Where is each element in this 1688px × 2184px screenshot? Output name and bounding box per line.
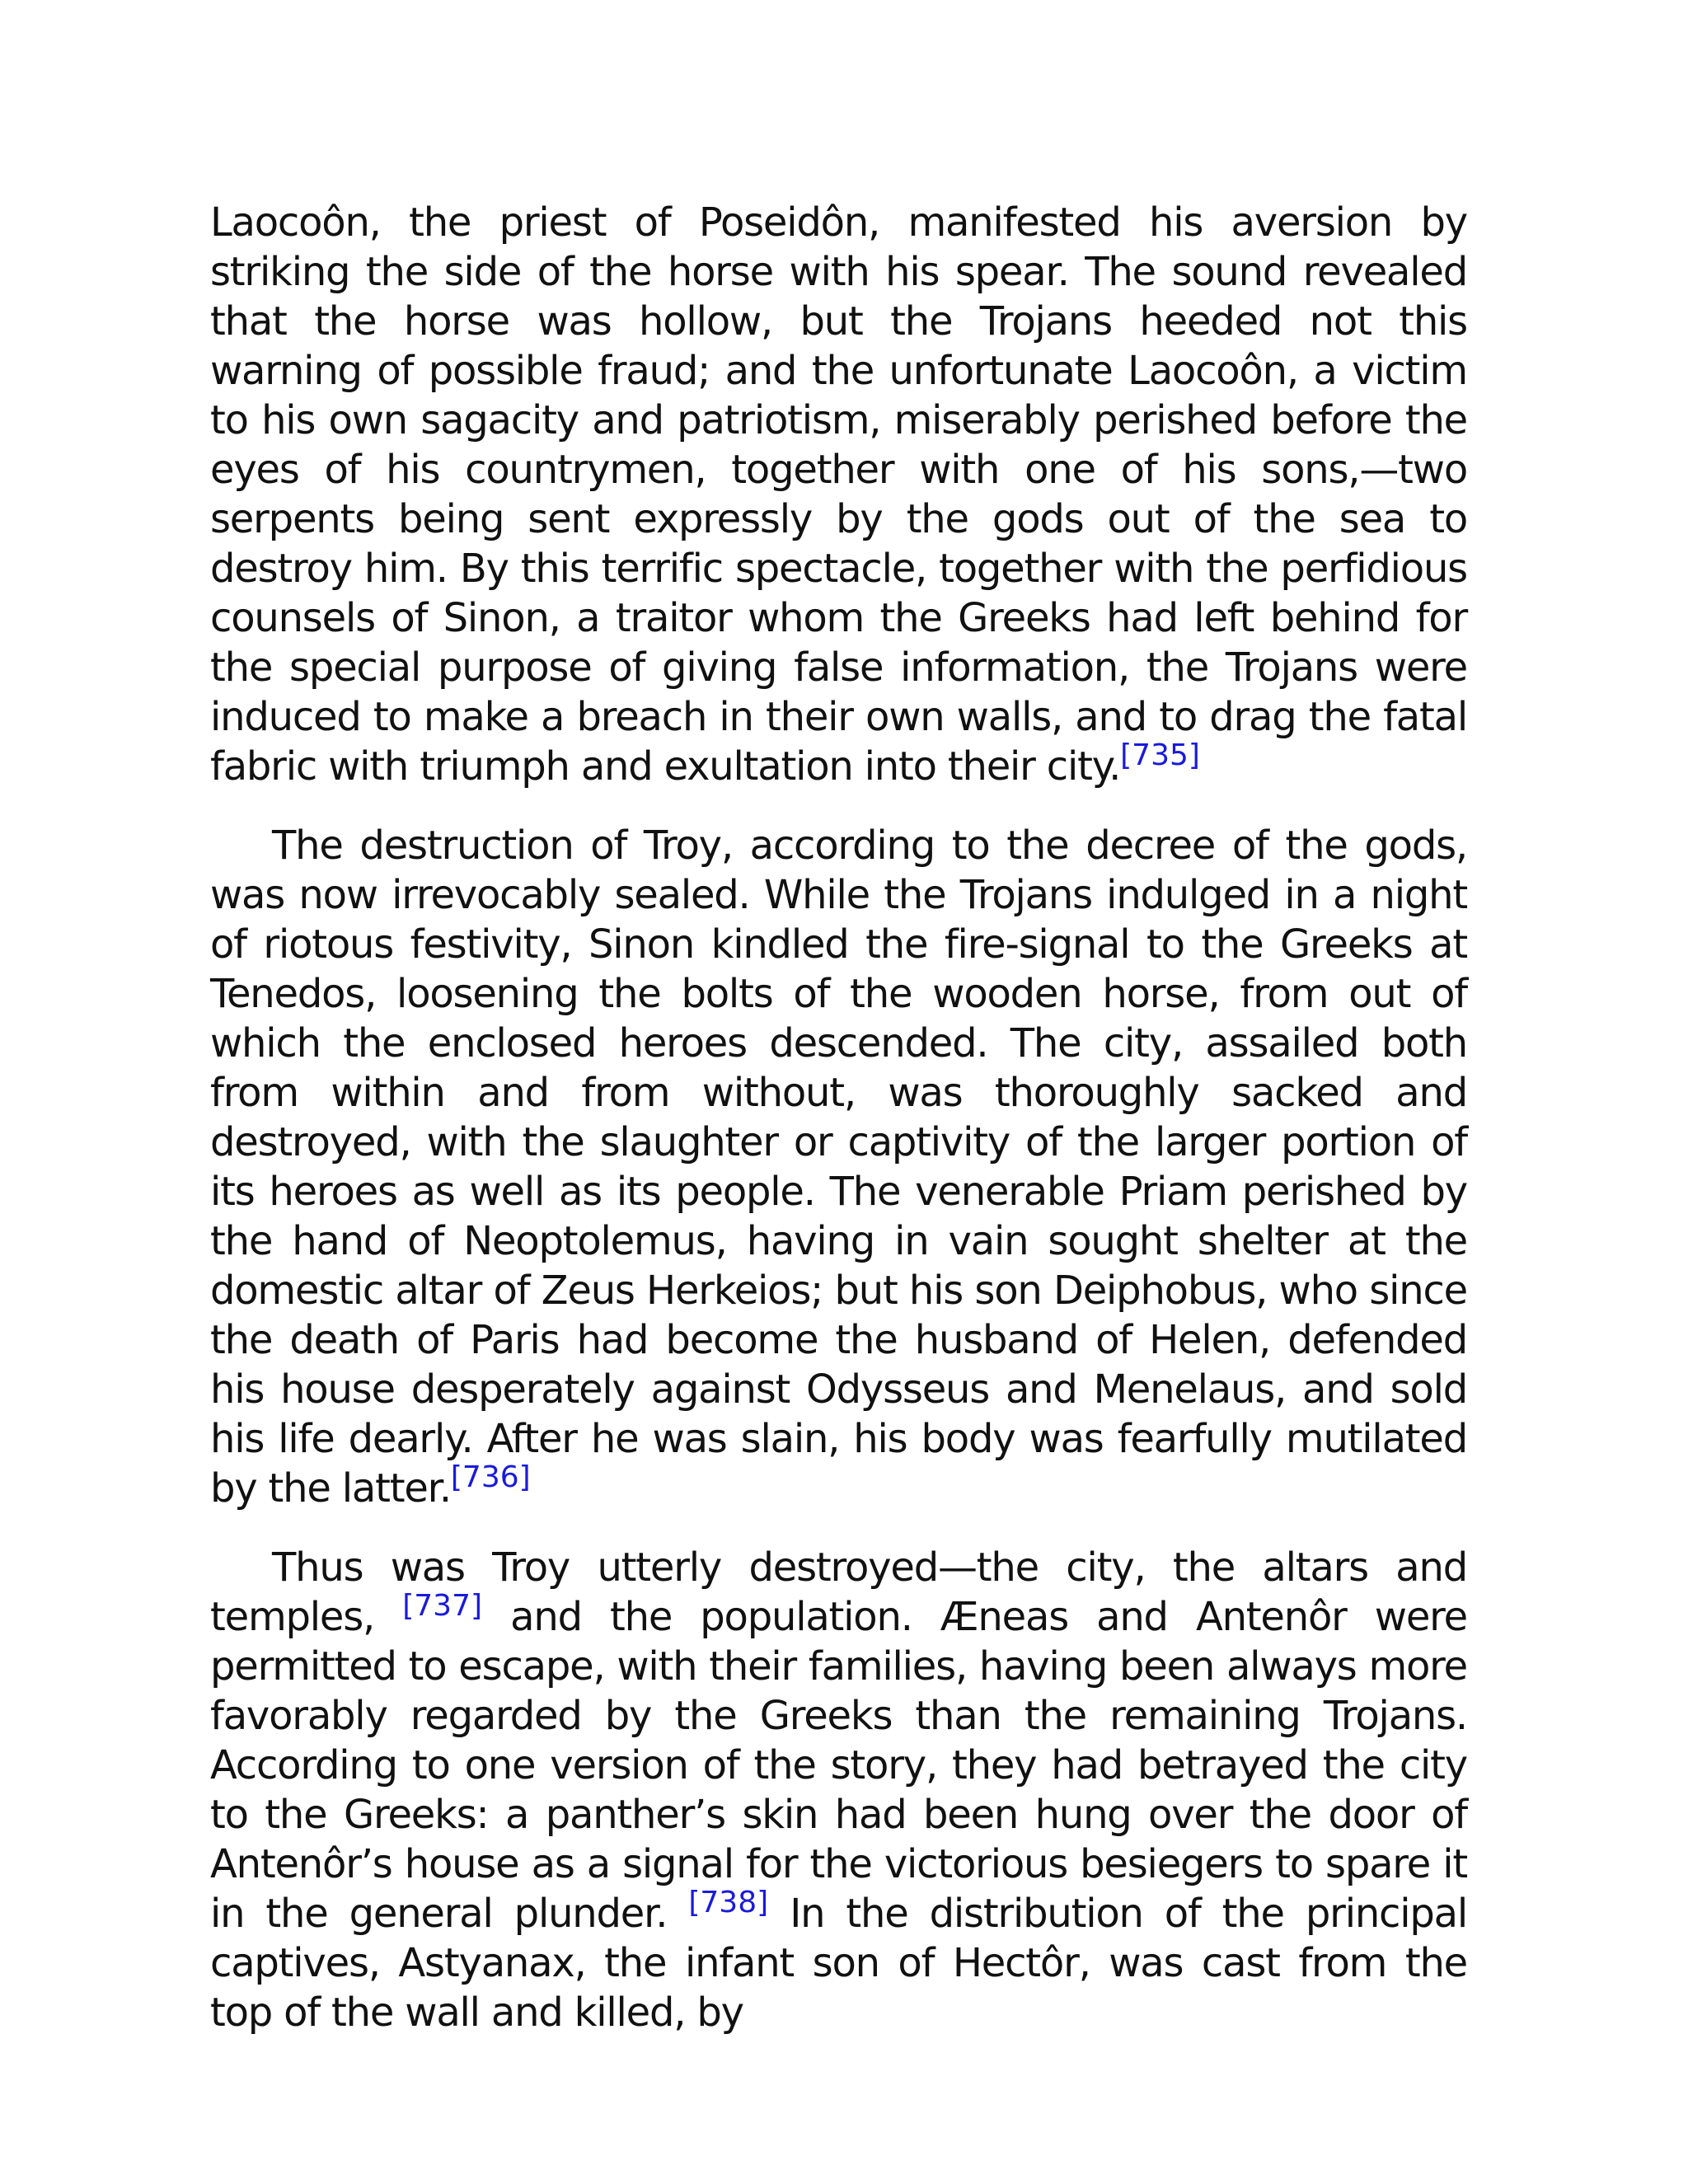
- footnote-link-737[interactable]: [737]: [402, 1589, 483, 1623]
- paragraph-text: In the distribution of the principal captives, Astyanax, the infant son of Hectôr, was cast from the top of the wall and killed, by: [210, 1891, 1467, 2036]
- paragraph-text: Laocoôn, the priest of Poseidôn, manifested his aversion by striking the side of the horse with his spear. The sound revealed that the horse was hollow, but the Trojans heeded not this warning of possible fraud; and the unfortunate Laocoôn, a victim to his own sagacity and patriotism, miserably perished before the eyes of his countrymen, together with one of his sons,—two serpents being sent expressly by the gods out of the sea to destroy him. By this terrific spectacle, together with the perfidious counsels of Sinon, a traitor whom the Greeks had left behind for the special purpose of giving false information, the Trojans were induced to make a breach in their own walls, and to drag the fatal fabric with triumph and exultation into their city.: [210, 199, 1467, 790]
- footnote-link-736[interactable]: [736]: [450, 1460, 531, 1494]
- paragraph-3: [210, 1543, 1467, 2037]
- paragraph-text: Thus was Troy utterly destroyed—the city, the altars and temples,: [210, 1544, 1467, 1640]
- footnote-link-738[interactable]: [738]: [688, 1886, 769, 1919]
- footnote-link-735[interactable]: [735]: [1120, 738, 1200, 772]
- paragraph-1: [210, 198, 1467, 791]
- paragraph-text: and the population. Æneas and Antenôr were permitted to escape, with their families, having been always more favorably regarded by the Greeks than the remaining Trojans. According to one version of the story, they had betrayed the city to the Greeks: a panther’s skin had been hung over the door of Antenôr’s house as a signal for the victorious besiegers to spare it in the general plunder.: [210, 1594, 1467, 1937]
- document-page: [210, 198, 1467, 2037]
- paragraph-text: The destruction of Troy, according to the decree of the gods, was now irrevocably sealed. While the Trojans indulged in a night of riotous festivity, Sinon kindled the fire-signal to the Greeks at Tenedos, loosening the bolts of the wooden horse, from out of which the enclosed heroes descended. The city, assailed both from within and from without, was thoroughly sacked and destroyed, with the slaughter or captivity of the larger portion of its heroes as well as its people. The venerable Priam perished by the hand of Neoptolemus, having in vain sought shelter at the domestic altar of Zeus Herkeios; but his son Deiphobus, who since the death of Paris had become the husband of Helen, defended his house desperately against Odysseus and Menelaus, and sold his life dearly. After he was slain, his body was fearfully mutilated by the latter.: [210, 823, 1467, 1511]
- paragraph-2: [210, 821, 1467, 1513]
